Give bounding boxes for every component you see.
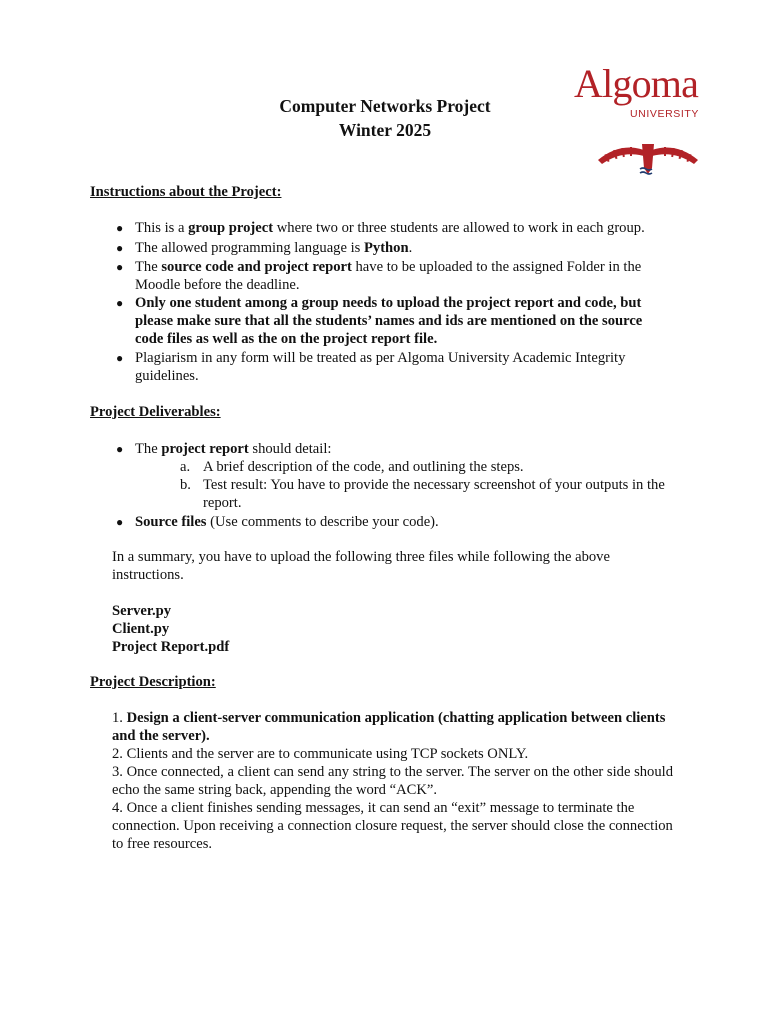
instructions-heading: Instructions about the Project:	[90, 184, 282, 200]
description-heading: Project Description:	[90, 674, 216, 690]
bullet-icon: ●	[116, 351, 124, 365]
bullet-icon: ●	[116, 515, 124, 529]
instruction-item-language: The allowed programming language is Python.	[135, 240, 413, 256]
instruction-item-one-student: Only one student among a group needs to upload the project report and code, but please make sure that all the students’ names and ids are mentioned on the source code files as well as the on the project report file.	[135, 295, 643, 347]
description-item-1: 1. Design a client-server communication application (chatting application between clients and the server).	[112, 710, 666, 744]
bullet-icon: ●	[116, 296, 124, 310]
deliverable-project-report: The project report should detail:	[135, 441, 332, 457]
page-subtitle: Winter 2025	[338, 120, 432, 140]
summary-paragraph: In a summary, you have to upload the following three files while following the above instructions.	[112, 549, 610, 583]
page-title: Computer Networks Project	[279, 96, 491, 116]
deliverable-sub-b: Test result: You have to provide the necessary screenshot of your outputs in the report.	[203, 477, 665, 511]
logo-subtitle: UNIVERSITY	[630, 108, 700, 120]
thunderbird-emblem-icon	[592, 138, 704, 180]
instruction-item-upload: The source code and project report have to be uploaded to the assigned Folder in the	[135, 259, 642, 275]
deliverable-sub-a: A brief description of the code, and outlining the steps.	[203, 459, 524, 475]
description-item-4: 4. Once a client finishes sending messages, it can send an “exit” message to terminate the connection. Upon receiving a connection closure request, the server should close the connection to free resources.	[112, 800, 673, 852]
file-server: Server.py	[112, 603, 172, 619]
logo-wordmark: Algoma	[574, 61, 699, 106]
sub-marker-b: b.	[180, 477, 191, 493]
university-logo	[574, 62, 704, 182]
bullet-icon: ●	[116, 260, 124, 274]
deliverable-source-files: Source files (Use comments to describe your code).	[135, 514, 439, 530]
bullet-icon: ●	[116, 442, 124, 456]
instruction-item-group: This is a group project where two or three students are allowed to work in each group.	[135, 220, 645, 236]
description-item-3: 3. Once connected, a client can send any string to the server. The server on the other side should echo the same string back, appending the word “ACK”.	[112, 764, 674, 798]
file-report: Project Report.pdf	[112, 639, 230, 655]
bullet-icon: ●	[116, 221, 124, 235]
description-item-2: 2. Clients and the server are to communicate using TCP sockets ONLY.	[112, 746, 529, 762]
instruction-item-upload-cont: Moodle before the deadline.	[135, 277, 300, 293]
sub-marker-a: a.	[180, 459, 191, 475]
file-client: Client.py	[112, 621, 170, 637]
bullet-icon: ●	[116, 241, 124, 255]
deliverables-heading: Project Deliverables:	[90, 404, 221, 420]
instruction-item-plagiarism: Plagiarism in any form will be treated as per Algoma University Academic Integrity guidelines.	[135, 350, 626, 384]
